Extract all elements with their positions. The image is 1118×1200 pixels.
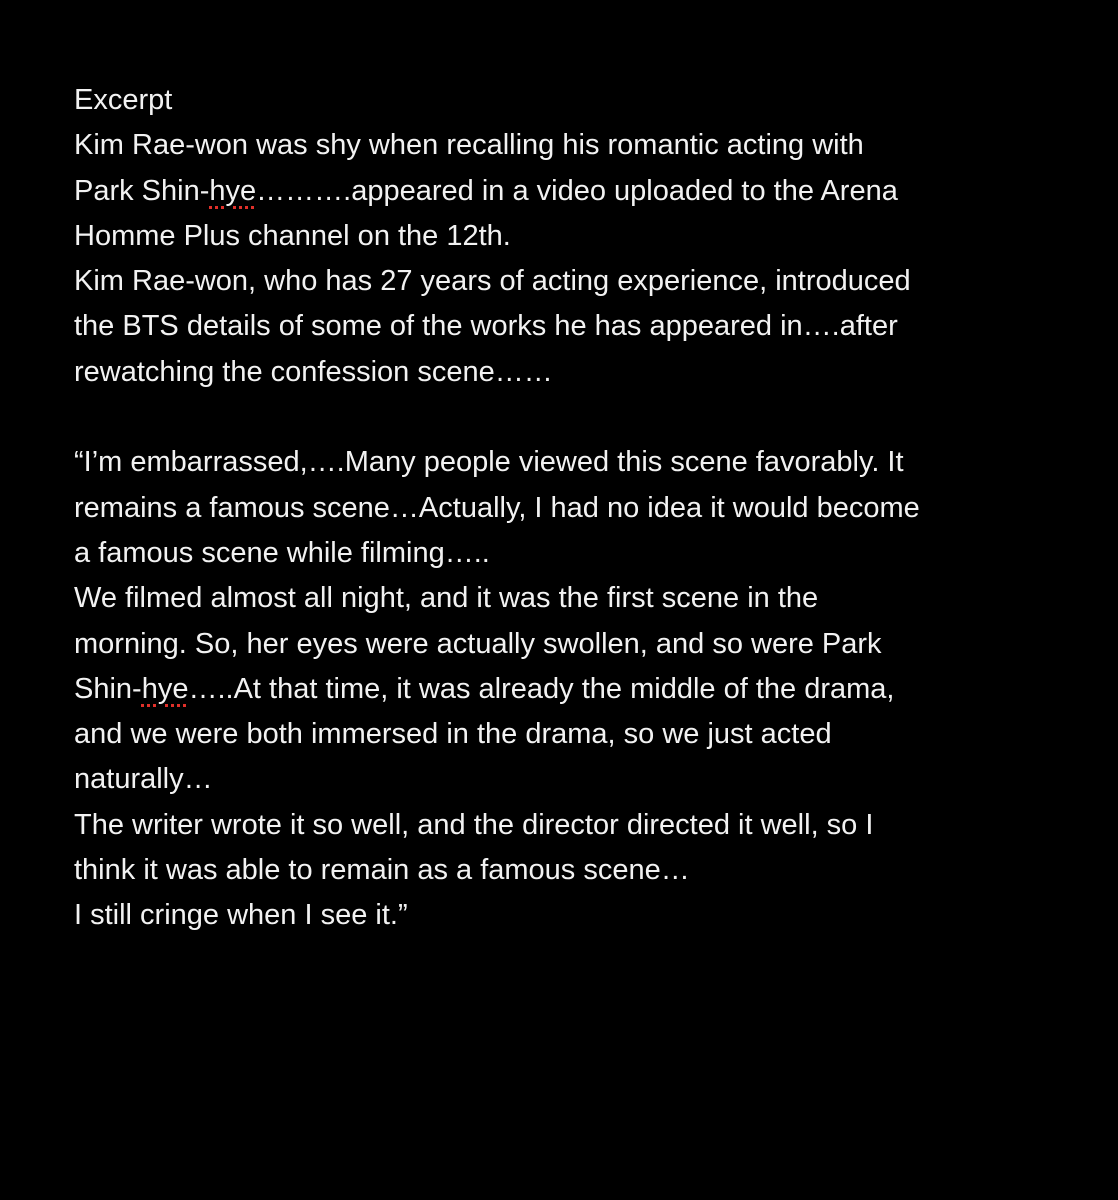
text-line — [74, 169, 1074, 214]
text-line: a famous scene while filming….. — [74, 536, 490, 569]
note-title: Excerpt — [74, 84, 173, 116]
text-line: Kim Rae-won, who has 27 years of acting experience, introduced — [74, 265, 911, 298]
text-run: Park Shin- — [74, 174, 210, 207]
misspelled-word[interactable]: hye — [209, 174, 257, 207]
text-line: remains a famous scene…Actually, I had no idea it would become — [74, 491, 920, 524]
blank-line — [74, 395, 1074, 440]
note-body[interactable] — [74, 78, 1074, 939]
text-line: The writer wrote it so well, and the director directed it well, so I — [74, 808, 874, 841]
text-line: “I’m embarrassed,….Many people viewed this scene favorably. It — [74, 446, 904, 479]
text-line: the BTS details of some of the works he has appeared in….after — [74, 310, 898, 343]
text-line: think it was able to remain as a famous scene… — [74, 854, 690, 887]
text-line: We filmed almost all night, and it was the first scene in the — [74, 582, 819, 615]
text-line: and we were both immersed in the drama, so we just acted — [74, 718, 832, 751]
text-line: naturally… — [74, 763, 213, 796]
text-run: ……….appeared in a video uploaded to the Arena — [256, 174, 898, 207]
text-line: rewatching the confession scene…… — [74, 355, 553, 388]
text-run: Shin- — [74, 672, 142, 705]
text-line — [74, 667, 1074, 712]
text-line: I still cringe when I see it.” — [74, 899, 408, 932]
text-run: …..At that time, it was already the middle of the drama, — [188, 672, 895, 705]
text-line: Homme Plus channel on the 12th. — [74, 219, 511, 252]
text-line: morning. So, her eyes were actually swollen, and so were Park — [74, 627, 882, 660]
misspelled-word[interactable]: hye — [141, 672, 189, 705]
text-line: Kim Rae-won was shy when recalling his romantic acting with — [74, 129, 864, 162]
